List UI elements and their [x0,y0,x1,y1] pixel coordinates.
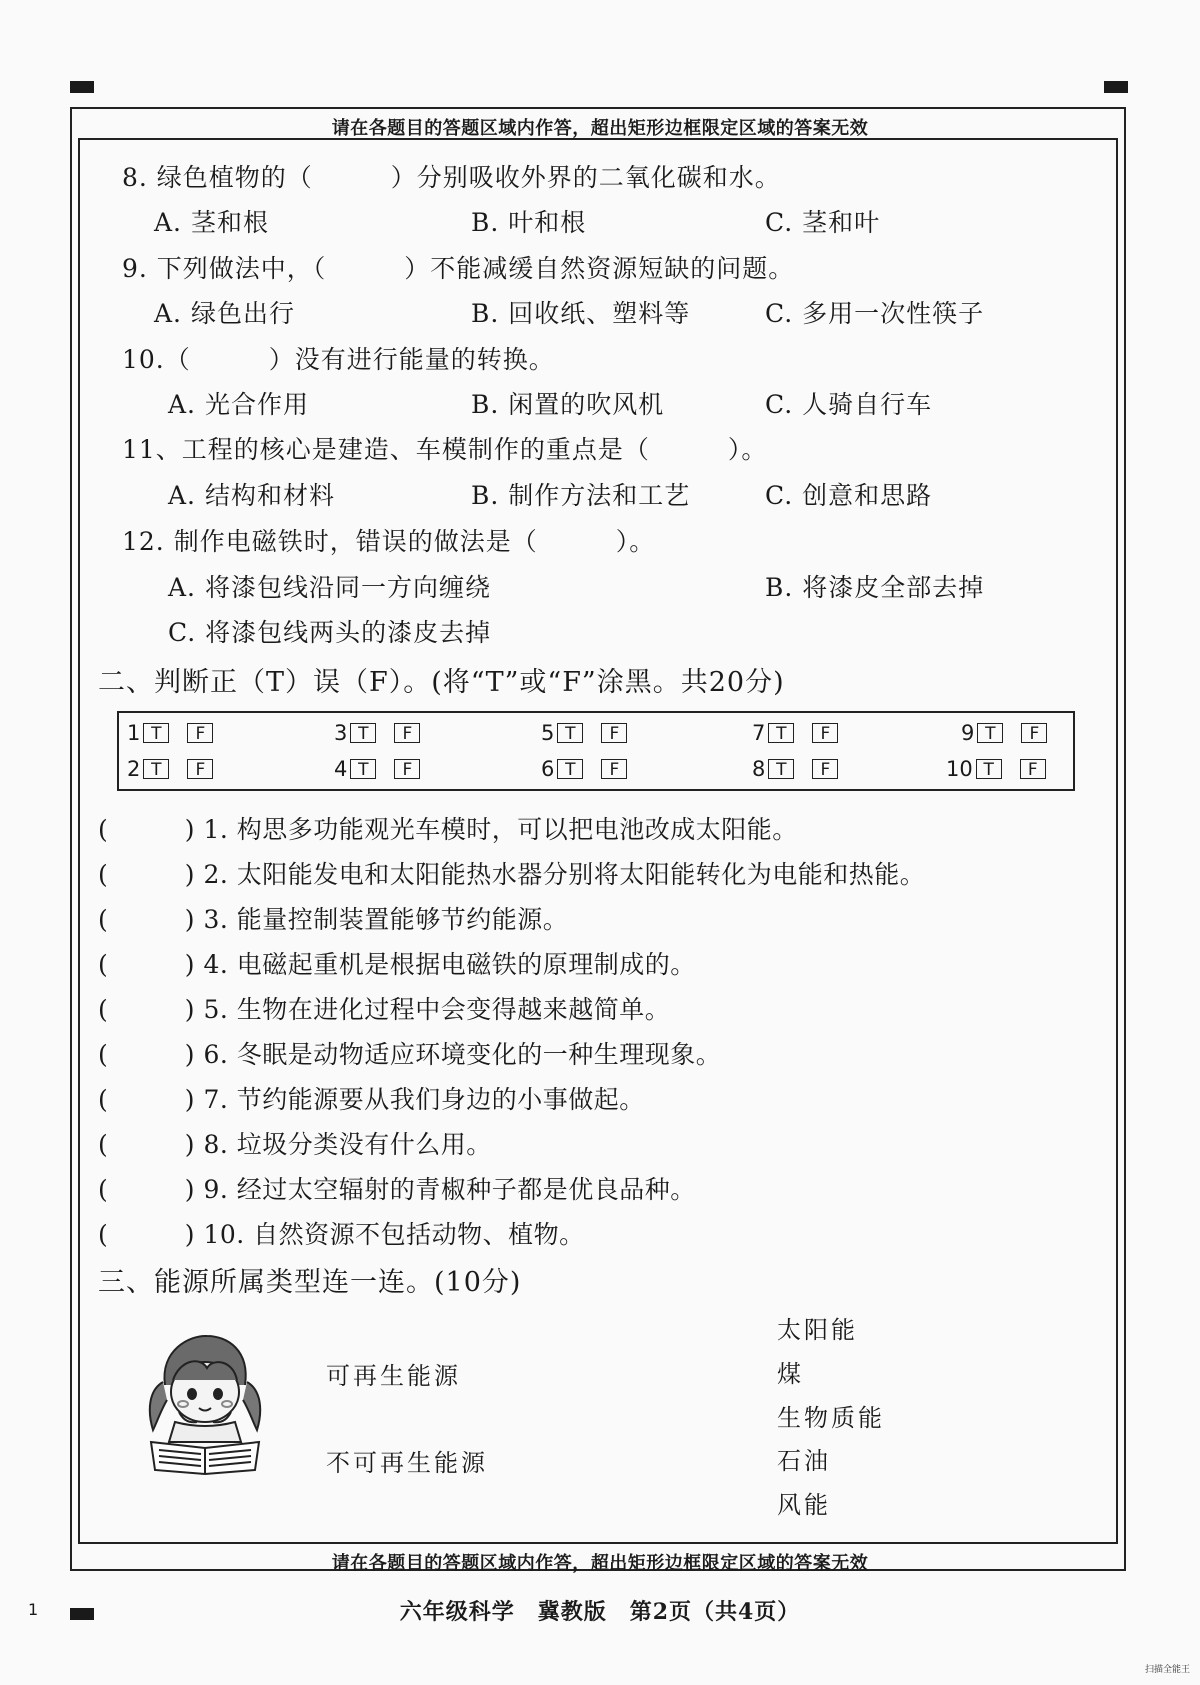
match-left-nonrenewable: 不可再生能源 [326,1449,488,1477]
alignment-mark-top-left [70,81,94,93]
answer-cell-7 [752,721,856,745]
true-bubble[interactable]: T [768,723,794,743]
question-11-option-b: B. 制作方法和工艺 [471,481,691,510]
question-12-option-c: C. 将漆包线两头的漆皮去掉 [168,618,492,647]
answer-number: 3 [334,721,348,745]
true-bubble[interactable]: T [557,759,583,779]
judgement-item-7: ( ) 7. 节约能源要从我们身边的小事做起。 [98,1085,645,1114]
girl-reading-illustration [145,1330,265,1475]
false-bubble[interactable]: F [394,759,420,779]
answer-cell-2 [127,757,231,781]
question-11-option-a: A. 结构和材料 [168,481,335,510]
answer-number: 9 [961,721,975,745]
section-2-title: 二、判断正（T）误（F）。(将“T”或“F”涂黑。共20分) [98,667,785,698]
answer-cell-4 [334,757,438,781]
false-bubble[interactable]: F [812,759,838,779]
question-10-option-b: B. 闲置的吹风机 [471,390,665,419]
question-11: 11、工程的核心是建造、车模制作的重点是（ ）。 [122,435,768,464]
question-12: 12. 制作电磁铁时，错误的做法是（ ）。 [122,527,656,556]
false-bubble[interactable]: F [601,759,627,779]
false-bubble[interactable]: F [187,759,213,779]
answer-number: 1 [127,721,141,745]
question-8-option-b: B. 叶和根 [471,208,587,237]
question-10-option-a: A. 光合作用 [168,390,309,419]
judgement-item-3: ( ) 3. 能量控制装置能够节约能源。 [98,905,569,934]
page-footer: 六年级科学 冀教版 第2页（共4页） [399,1599,801,1625]
question-12-option-a: A. 将漆包线沿同一方向缠绕 [168,573,491,602]
answer-number: 10 [946,757,973,781]
page-side-marker: 1 [28,1600,39,1619]
true-bubble[interactable]: T [143,723,169,743]
judgement-item-8: ( ) 8. 垃圾分类没有什么用。 [98,1130,492,1159]
answer-cell-3 [334,721,438,745]
false-bubble[interactable]: F [1020,759,1046,779]
section-3-title: 三、能源所属类型连一连。(10分) [98,1267,522,1298]
false-bubble[interactable]: F [601,723,627,743]
question-12-option-b: B. 将漆皮全部去掉 [765,573,985,602]
answer-cell-8 [752,757,856,781]
judgement-item-4: ( ) 4. 电磁起重机是根据电磁铁的原理制成的。 [98,950,696,979]
question-11-option-c: C. 创意和思路 [765,481,933,510]
answer-cell-5 [541,721,645,745]
match-right-coal: 煤 [777,1360,804,1388]
false-bubble[interactable]: F [812,723,838,743]
true-bubble[interactable]: T [768,759,794,779]
judgement-item-9: ( ) 9. 经过太空辐射的青椒种子都是优良品种。 [98,1175,696,1204]
bottom-notice: 请在各题目的答题区域内作答，超出矩形边框限定区域的答案无效 [331,1553,869,1574]
true-bubble[interactable]: T [976,759,1002,779]
question-10-option-c: C. 人骑自行车 [765,390,933,419]
answer-number: 8 [752,757,766,781]
answer-number: 4 [334,757,348,781]
true-bubble[interactable]: T [977,723,1003,743]
answer-number: 6 [541,757,555,781]
true-bubble[interactable]: T [350,723,376,743]
question-9-option-a: A. 绿色出行 [154,299,295,328]
alignment-mark-top-right [1104,81,1128,93]
judgement-item-6: ( ) 6. 冬眠是动物适应环境变化的一种生理现象。 [98,1040,722,1069]
scanner-watermark: 扫描全能王 [1145,1665,1191,1675]
true-bubble[interactable]: T [350,759,376,779]
answer-cell-6 [541,757,645,781]
match-right-solar: 太阳能 [777,1316,858,1344]
tf-answer-sheet [117,711,1075,791]
question-9: 9. 下列做法中，（ ）不能减缓自然资源短缺的问题。 [122,254,795,283]
question-8-option-a: A. 茎和根 [154,208,269,237]
false-bubble[interactable]: F [1021,723,1047,743]
question-9-option-c: C. 多用一次性筷子 [765,299,985,328]
judgement-item-1: ( ) 1. 构思多功能观光车模时，可以把电池改成太阳能。 [98,815,798,844]
match-left-renewable: 可再生能源 [326,1362,461,1390]
answer-cell-10 [946,757,1064,781]
top-notice: 请在各题目的答题区域内作答，超出矩形边框限定区域的答案无效 [331,118,869,139]
answer-number: 7 [752,721,766,745]
true-bubble[interactable]: T [557,723,583,743]
question-8-option-c: C. 茎和叶 [765,208,881,237]
question-10: 10.（ ）没有进行能量的转换。 [122,345,555,374]
false-bubble[interactable]: F [187,723,213,743]
judgement-item-5: ( ) 5. 生物在进化过程中会变得越来越简单。 [98,995,671,1024]
judgement-item-2: ( ) 2. 太阳能发电和太阳能热水器分别将太阳能转化为电能和热能。 [98,860,926,889]
match-right-biomass: 生物质能 [777,1404,885,1432]
question-9-option-b: B. 回收纸、塑料等 [471,299,691,328]
match-right-wind: 风能 [777,1491,831,1519]
false-bubble[interactable]: F [394,723,420,743]
question-8: 8. 绿色植物的（ ）分别吸收外界的二氧化碳和水。 [122,163,781,192]
match-right-oil: 石油 [777,1447,831,1475]
answer-number: 2 [127,757,141,781]
answer-number: 5 [541,721,555,745]
answer-cell-1 [127,721,231,745]
true-bubble[interactable]: T [143,759,169,779]
judgement-item-10: ( ) 10. 自然资源不包括动物、植物。 [98,1220,585,1249]
answer-cell-9 [961,721,1065,745]
